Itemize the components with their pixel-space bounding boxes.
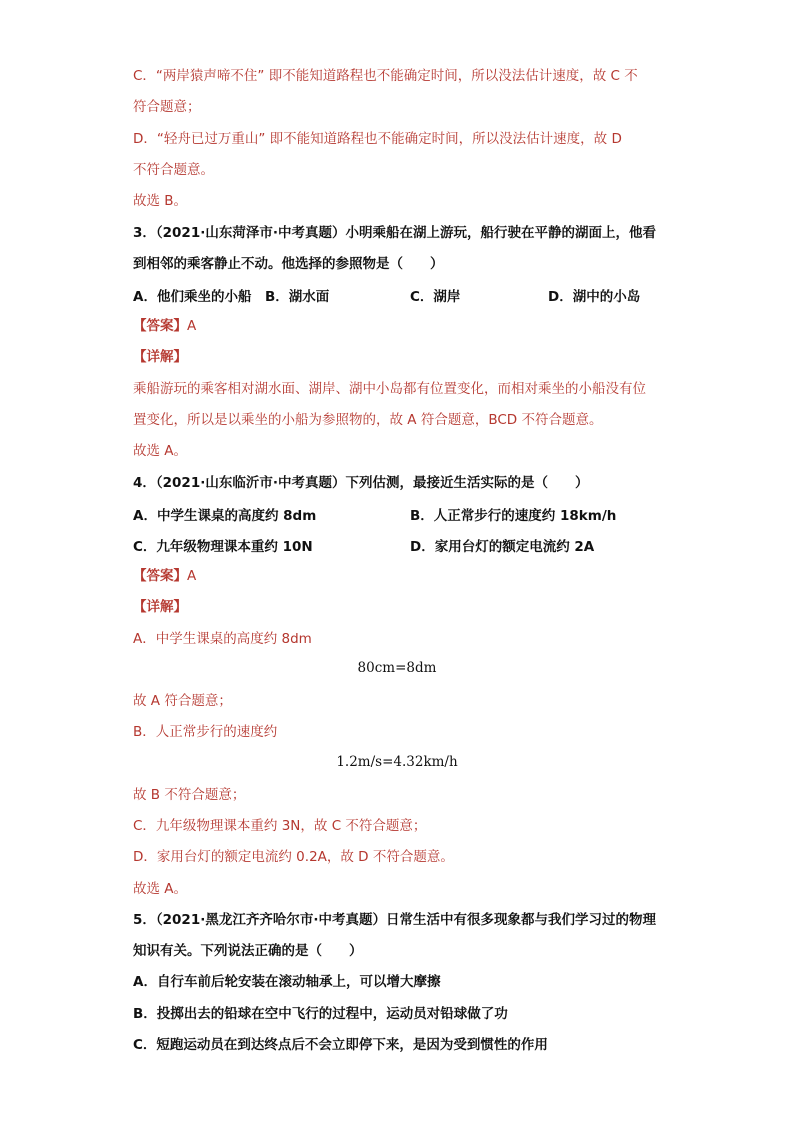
q3-option-b: B．湖水面 xyxy=(265,289,330,305)
q4-explanation-a: A．中学生课桌的高度约 8dm xyxy=(133,631,312,647)
q4-answer xyxy=(133,566,196,586)
q4-option-c: C．九年级物理课本重约 10N xyxy=(133,539,313,555)
q3-option-d: D．湖中的小岛 xyxy=(548,289,641,305)
q4-option-b: B．人正常步行的速度约 18km/h xyxy=(410,508,617,524)
q2-option-c-explanation-line2: 符合题意； xyxy=(133,99,201,115)
answer-value: A xyxy=(187,568,197,584)
q3-answer xyxy=(133,316,196,336)
answer-tag: 【答案】 xyxy=(133,318,187,334)
q3-option-c: C．湖岸 xyxy=(410,289,461,305)
q3-stem-line1: 3．（2021·山东菏泽市·中考真题）小明乘船在湖上游玩，船行驶在平静的湖面上，他看 xyxy=(133,225,656,241)
q4-detail-tag: 【详解】 xyxy=(133,599,187,615)
q3-explanation-line2: 置变化，所以是以乘坐的小船为参照物的，故 A 符合题意，BCD 不符合题意。 xyxy=(133,412,603,428)
answer-tag: 【答案】 xyxy=(133,568,187,584)
q5-option-a: A．自行车前后轮安装在滚动轴承上，可以增大摩擦 xyxy=(133,974,441,990)
q5-option-c: C．短跑运动员在到达终点后不会立即停下来，是因为受到惯性的作用 xyxy=(133,1037,548,1053)
q4-result-b: 故 B 不符合题意； xyxy=(133,787,246,803)
q4-explanation-c: C．九年级物理课本重约 3N，故 C 不符合题意； xyxy=(133,818,427,834)
q4-result-a: 故 A 符合题意； xyxy=(133,693,232,709)
q4-option-a: A．中学生课桌的高度约 8dm xyxy=(133,508,317,524)
q4-formula-a: 80cm=8dm xyxy=(357,660,437,676)
q4-explanation-b: B．人正常步行的速度约 xyxy=(133,724,278,740)
q3-option-a: A．他们乘坐的小船 xyxy=(133,289,252,305)
q4-formula-b: 1.2m/s=4.32km/h xyxy=(336,754,458,770)
q2-option-d-explanation-line1: D．“轻舟已过万重山” 即不能知道路程也不能确定时间，所以没法估计速度，故 D xyxy=(133,131,622,147)
q3-stem-line2: 到相邻的乘客静止不动。他选择的参照物是（ ） xyxy=(133,256,444,272)
q2-option-d-explanation-line2: 不符合题意。 xyxy=(133,162,214,178)
q2-option-c-explanation-line1: C．“两岸猿声啼不住” 即不能知道路程也不能确定时间，所以没法估计速度，故 C 不 xyxy=(133,68,638,84)
q4-explanation-d: D．家用台灯的额定电流约 0.2A，故 D 不符合题意。 xyxy=(133,849,454,865)
q3-explanation-line1: 乘船游玩的乘客相对湖水面、湖岸、湖中小岛都有位置变化，而相对乘坐的小船没有位 xyxy=(133,381,646,397)
q2-choose-answer: 故选 B。 xyxy=(133,193,188,209)
q4-option-d: D．家用台灯的额定电流约 2A xyxy=(410,539,595,555)
q5-stem-line1: 5．（2021·黑龙江齐齐哈尔市·中考真题）日常生活中有很多现象都与我们学习过的物理 xyxy=(133,912,656,928)
q5-stem-line2: 知识有关。下列说法正确的是（ ） xyxy=(133,943,363,959)
q3-choose-answer: 故选 A。 xyxy=(133,443,188,459)
q5-option-b: B．投掷出去的铅球在空中飞行的过程中，运动员对铅球做了功 xyxy=(133,1006,508,1022)
q4-stem: 4．（2021·山东临沂市·中考真题）下列估测，最接近生活实际的是（ ） xyxy=(133,475,589,491)
q3-detail-tag: 【详解】 xyxy=(133,349,187,365)
q4-choose-answer: 故选 A。 xyxy=(133,881,188,897)
answer-value: A xyxy=(187,318,197,334)
